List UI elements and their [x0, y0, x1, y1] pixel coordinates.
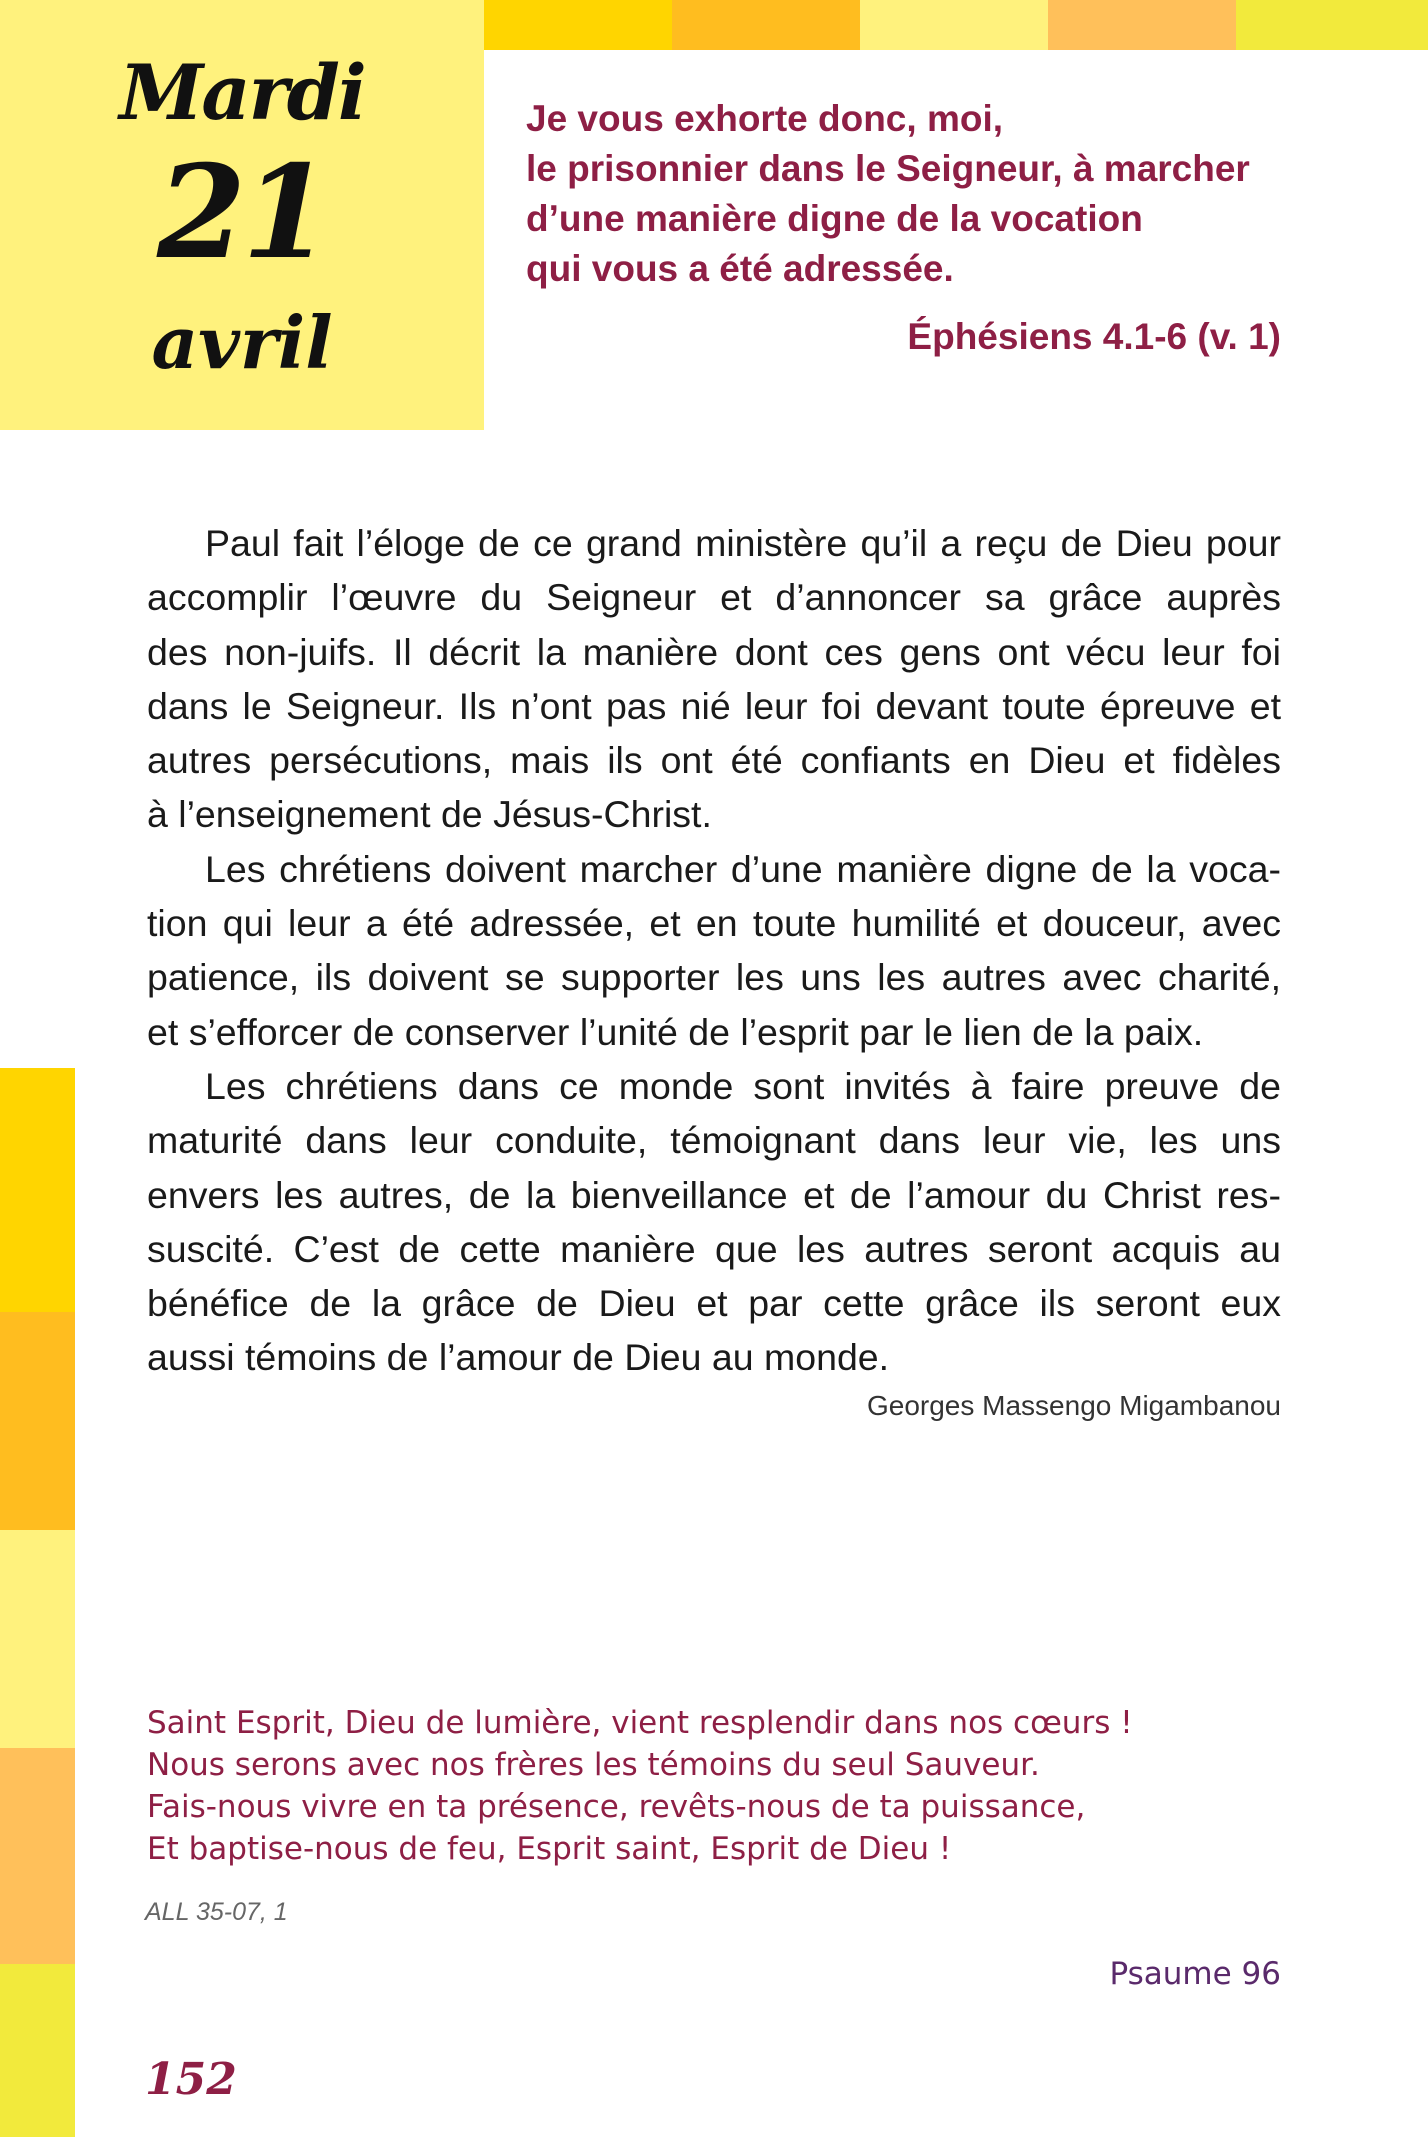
hymn-line: Fais-nous vivre en ta présence, revêts-nous de ta puissance,	[147, 1789, 1086, 1825]
hymn-line: Et baptise-nous de feu, Esprit saint, Esprit de Dieu !	[147, 1831, 952, 1867]
top-stripe-4	[1048, 0, 1236, 50]
text-line: des non-juifs. Il décrit la manière dont ces gens ont vécu leur foi	[147, 630, 1281, 673]
text-line: Paul fait l’éloge de ce grand ministère qu’il a reçu de Dieu pour	[205, 522, 1281, 564]
verse-line: Je vous exhorte donc, moi,	[526, 98, 1004, 139]
page-number: 152	[145, 2054, 237, 2105]
hymn-line: Nous serons avec nos frères les témoins du seul Sauveur.	[147, 1747, 1040, 1783]
text-line: et s’efforcer de conserver l’unité de l’esprit par le lien de la paix.	[147, 1010, 1204, 1053]
hymn-text	[147, 1702, 1147, 1870]
hymn-reference: ALL 35-07, 1	[145, 1898, 288, 1926]
date-day-number: 21	[156, 138, 328, 288]
key-verse	[526, 94, 1306, 294]
top-stripe-1	[484, 0, 672, 50]
paragraph	[147, 1059, 1281, 1385]
date-weekday: Mardi	[119, 48, 365, 137]
paragraph	[147, 842, 1281, 1059]
left-stripe-4	[0, 1748, 75, 1964]
text-line: bénéfice de la grâce de Dieu et par cette grâce ils seront eux	[147, 1282, 1281, 1325]
text-line: Les chrétiens doivent marcher d’une manière digne de la voca-	[205, 847, 1281, 890]
text-line: aussi témoins de l’amour de Dieu au monde.	[147, 1336, 890, 1379]
date-box	[0, 0, 484, 430]
text-line: Les chrétiens dans ce monde sont invités à faire preuve de	[205, 1064, 1281, 1107]
text-line: maturité dans leur conduite, témoignant dans leur vie, les uns	[147, 1119, 1281, 1162]
text-line: dans le Seigneur. Ils n’ont pas nié leur foi devant toute épreuve et	[147, 684, 1281, 727]
date-month: avril	[151, 300, 333, 385]
text-line: suscité. C’est de cette manière que les autres seront acquis au	[147, 1227, 1281, 1270]
hymn-line: Saint Esprit, Dieu de lumière, vient resplendir dans nos cœurs !	[147, 1705, 1133, 1741]
left-stripe-2	[0, 1312, 75, 1530]
text-line: à l’enseignement de Jésus-Christ.	[147, 793, 712, 836]
verse-reference: Éphésiens 4.1-6 (v. 1)	[907, 316, 1281, 357]
verse-line: d’une manière digne de la vocation	[526, 198, 1143, 239]
text-line: envers les autres, de la bienveillance et de l’amour du Christ res-	[147, 1173, 1281, 1216]
author-name: Georges Massengo Migambanou	[866, 1390, 1281, 1421]
left-stripe-3	[0, 1530, 75, 1748]
meditation-text	[147, 516, 1281, 1385]
top-stripe-3	[860, 0, 1048, 50]
paragraph	[147, 516, 1281, 842]
text-line: tion qui leur a été adressée, et en toute humilité et douceur, avec	[147, 902, 1281, 945]
top-stripe-5	[1236, 0, 1428, 50]
psalm-reference: Psaume 96	[1109, 1956, 1281, 1992]
verse-line: qui vous a été adressée.	[526, 248, 954, 289]
top-stripe-2	[672, 0, 860, 50]
verse-line: le prisonnier dans le Seigneur, à marcher	[526, 148, 1250, 189]
text-line: accomplir l’œuvre du Seigneur et d’annoncer sa grâce auprès	[147, 576, 1281, 619]
text-line: patience, ils doivent se supporter les uns les autres avec charité,	[147, 956, 1281, 999]
text-line: autres persécutions, mais ils ont été confiants en Dieu et fidèles	[147, 739, 1281, 782]
left-stripe-5	[0, 1964, 75, 2137]
left-stripe-1	[0, 1068, 75, 1312]
